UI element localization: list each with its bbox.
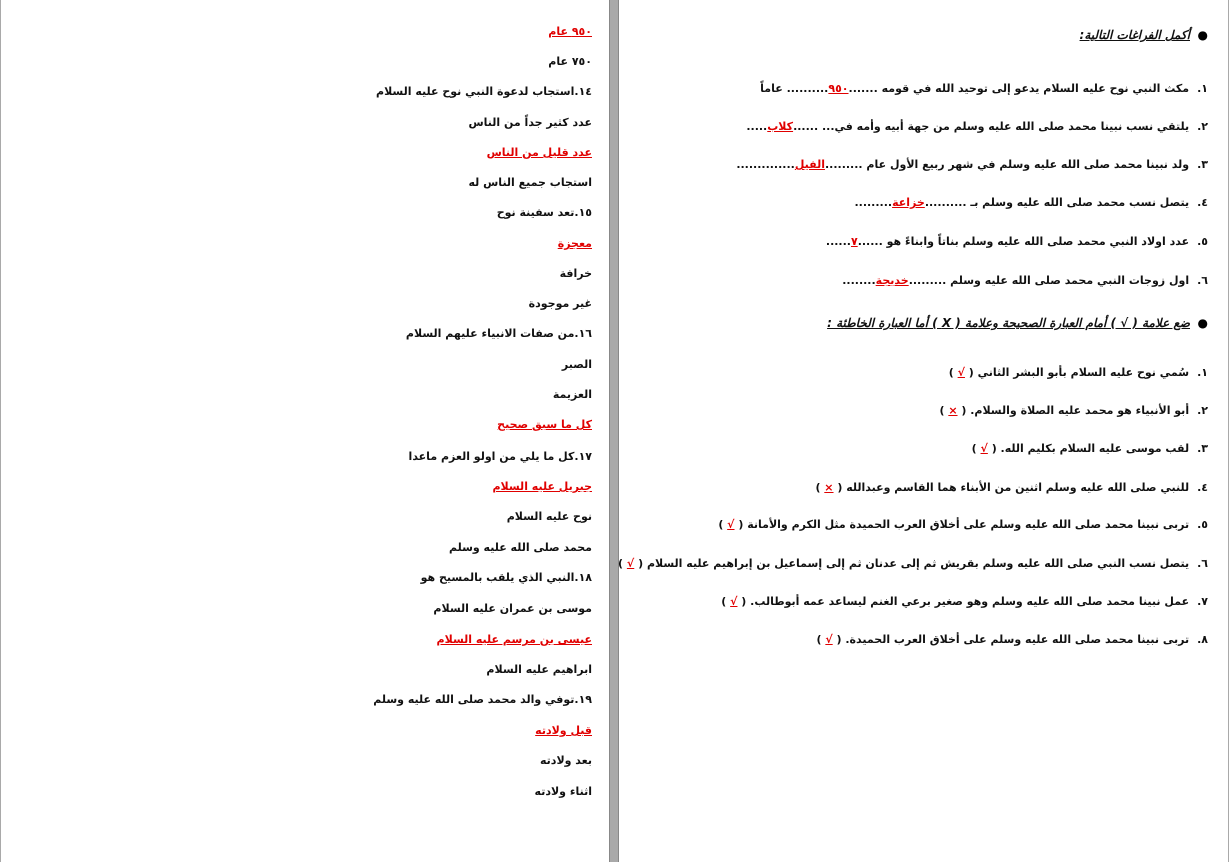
item-number: ٥. <box>1197 518 1208 531</box>
true-false-item <box>949 366 1208 379</box>
true-false-item <box>721 595 1208 608</box>
left-line: معجزة <box>557 237 592 250</box>
left-line: ٧٥٠ عام <box>548 55 592 68</box>
fill-blank-item <box>746 120 1208 133</box>
left-line: اثناء ولادته <box>534 785 592 798</box>
paren-close: ) <box>948 366 958 379</box>
item-number: ٨. <box>1197 633 1208 646</box>
paren-open: ( <box>832 633 846 646</box>
item-text: ولد نبينا محمد صلى الله عليه وسلم في شهر ربيع الأول عام ......... <box>824 158 1190 171</box>
item-number: ٣. <box>1197 158 1208 171</box>
left-line: ١٦.من صفات الانبياء عليهم السلام <box>405 327 592 340</box>
true-false-item <box>815 481 1208 494</box>
true-false-item <box>618 557 1208 570</box>
fill-blank-item <box>760 82 1208 95</box>
left-line: عدد كثير جداً من الناس <box>468 116 592 129</box>
item-text: اول زوجات النبي محمد صلى الله عليه وسلم ......... <box>908 274 1190 287</box>
item-text-after: .......... عاماً <box>760 82 829 95</box>
item-number: ٦. <box>1197 274 1208 287</box>
fill-blank-item <box>842 274 1208 287</box>
left-line: ١٩.توفي والد محمد صلى الله عليه وسلم <box>373 693 592 706</box>
item-number: ١. <box>1197 366 1208 379</box>
left-line: كل ما سبق صحيح <box>497 418 592 431</box>
item-number: ٢. <box>1197 404 1208 417</box>
left-line: ابراهيم عليه السلام <box>486 663 592 676</box>
paren-open: ( <box>734 518 748 531</box>
left-line: بعد ولادته <box>540 754 592 767</box>
answer: الفيل <box>794 158 825 171</box>
true-false-item <box>972 442 1208 455</box>
paren-close: ) <box>618 557 627 570</box>
item-text: أبو الأنبياء هو محمد عليه الصلاة والسلام. <box>970 404 1190 417</box>
item-text: سُمي نوح عليه السلام بأبو البشر الثاني <box>977 366 1190 379</box>
answer-mark: × <box>948 404 958 417</box>
answer-mark: × <box>824 481 834 494</box>
right-page <box>618 0 1228 862</box>
paren-open: ( <box>964 366 978 379</box>
item-text-after: ........ <box>842 274 876 287</box>
answer-mark: √ <box>626 557 635 570</box>
paren-open: ( <box>833 481 847 494</box>
item-number: ٦. <box>1197 557 1208 570</box>
item-number: ٣. <box>1197 442 1208 455</box>
left-line: نوح عليه السلام <box>506 510 592 523</box>
item-number: ٤. <box>1197 196 1208 209</box>
paren-close: ) <box>721 595 731 608</box>
item-text: مكث النبي نوح عليه السلام يدعو إلى توحيد الله في قومه ....... <box>848 82 1190 95</box>
answer: خزاعة <box>892 196 925 209</box>
item-number: ٧. <box>1197 595 1208 608</box>
item-number: ١. <box>1197 82 1208 95</box>
left-page <box>1 0 610 862</box>
left-line: قبل ولادته <box>535 724 592 737</box>
left-line: غير موجودة <box>528 297 592 310</box>
left-line: ١٤.استجاب لدعوة النبي نوح عليه السلام <box>376 85 592 98</box>
item-text-after: .............. <box>736 158 795 171</box>
left-line: ١٥.تعد سفينة نوح <box>496 206 592 219</box>
paren-open: ( <box>957 404 971 417</box>
left-line: عيسى بن مرسم عليه السلام <box>436 633 592 646</box>
paren-close: ) <box>971 442 981 455</box>
answer-mark: √ <box>730 595 738 608</box>
item-text: تربى نبينا محمد صلى الله عليه وسلم على أخلاق العرب الحميدة. <box>845 633 1190 646</box>
left-line: خرافة <box>559 267 592 280</box>
left-line: استجاب جميع الناس له <box>468 176 592 189</box>
paren-close: ) <box>939 404 949 417</box>
bullet-icon: ● <box>1197 316 1208 330</box>
item-text: يتصل نسب النبي صلى الله عليه وسلم بقريش ثم إلى عدنان ثم إلى إسماعيل بن إبراهيم عليه السلام <box>646 557 1190 570</box>
item-text-after: ...... <box>825 235 851 248</box>
item-text: عدد اولاد النبي محمد صلى الله عليه وسلم بناتاً وابناءً هو ...... <box>857 235 1190 248</box>
answer: ٧ <box>850 235 858 248</box>
left-line: ١٨.النبي الذي يلقب بالمسيح هو <box>420 571 592 584</box>
answer: ٩٥٠ <box>828 82 849 95</box>
answer: كلاب <box>767 120 794 133</box>
left-line: محمد صلى الله عليه وسلم <box>448 541 592 554</box>
left-line: الصبر <box>561 358 592 371</box>
item-text: عمل نبينا محمد صلى الله عليه وسلم وهو صغير برعي الغنم ليساعد عمه أبوطالب. <box>750 595 1190 608</box>
section1-heading: أكمل الفراغات التالية: <box>1079 28 1190 42</box>
true-false-item <box>816 633 1208 646</box>
paren-close: ) <box>718 518 728 531</box>
item-text: للنبي صلى الله عليه وسلم اثنين من الأبناء هما القاسم وعبدالله <box>846 481 1190 494</box>
answer: خديجة <box>875 274 909 287</box>
item-text: يتصل نسب محمد صلى الله عليه وسلم بـ .......... <box>924 196 1190 209</box>
item-number: ٢. <box>1197 120 1208 133</box>
paren-open: ( <box>987 442 1001 455</box>
item-text-after: ......... <box>854 196 893 209</box>
fill-blank-item <box>826 235 1208 248</box>
paren-open: ( <box>737 595 751 608</box>
item-number: ٤. <box>1197 481 1208 494</box>
left-line: جبريل عليه السلام <box>492 480 592 493</box>
left-line: العزيمة <box>552 388 592 401</box>
section2-heading: ضع علامة ( √ ) أمام العبارة الصحيحة وعلامة ( X ) أما العبارة الخاطئة : <box>827 316 1190 330</box>
answer-mark: √ <box>727 518 735 531</box>
left-line: عدد قليل من الناس <box>486 146 592 159</box>
answer-mark: √ <box>957 366 965 379</box>
left-line: ٩٥٠ عام <box>548 25 592 38</box>
answer-mark: √ <box>980 442 988 455</box>
item-number: ٥. <box>1197 235 1208 248</box>
item-text: لقب موسى عليه السلام بكليم الله. <box>1000 442 1190 455</box>
paren-close: ) <box>815 481 825 494</box>
left-line: موسى بن عمران عليه السلام <box>433 602 592 615</box>
left-line: ١٧.كل ما يلي من اولو العزم ماعدا <box>408 450 592 463</box>
fill-blank-item <box>854 196 1208 209</box>
item-text: يلتقي نسب نبينا محمد صلى الله عليه وسلم من جهة أبيه وأمه في... ...... <box>793 120 1190 133</box>
answer-mark: √ <box>825 633 833 646</box>
true-false-item <box>718 518 1208 531</box>
paren-close: ) <box>816 633 826 646</box>
fill-blank-item <box>736 158 1208 171</box>
true-false-item <box>939 404 1208 417</box>
paren-open: ( <box>634 557 647 570</box>
bullet-icon: ● <box>1197 28 1208 42</box>
item-text-after: ..... <box>746 120 768 133</box>
item-text: تربى نبينا محمد صلى الله عليه وسلم على أخلاق العرب الحميدة مثل الكرم والأمانة <box>747 518 1190 531</box>
